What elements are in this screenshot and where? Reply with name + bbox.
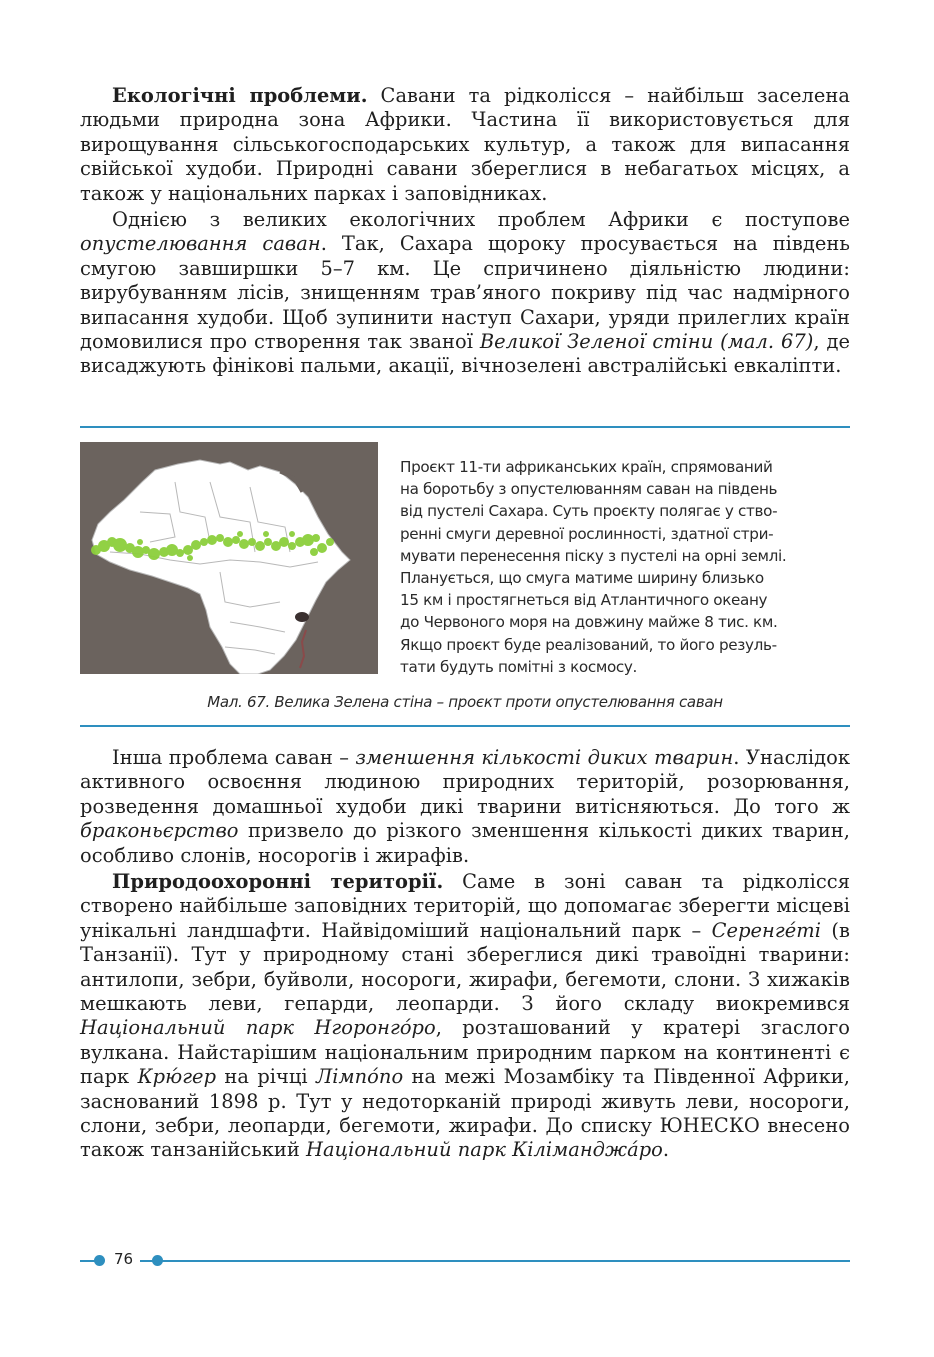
figure-description: Проєкт 11-ти африканських країн, спрямований на боротьбу з опустелюванням саван на південь від пустелі Сахара. Суть проєкту полягає у ство- ренні смуги деревної рослинності, здатної стри- мувати перенесення піску з пустелі на орні землі. Планується, що смуга матиме ширину близько 15 км і простягнеться від Атлантичного океану до Червоного моря на довжину майже 8 тис. км. Якщо проєкт буде реалізований, то його резуль- тати будуть помітні з космосу.	[400, 458, 787, 676]
term-serengeti: Серенге́ті	[711, 918, 821, 942]
paragraph-ecological-problems: Екологічні проблеми. Савани та рідколісся – найбільш заселена людьми природна зона Африки. Частина її використовується для вирощування сільськогосподарських культур, а також для випасання свійської худоби. Природні савани збереглися в небагатьох місцях, а також у національних парках і заповідниках.	[80, 84, 850, 205]
term-poaching: браконьєрство	[80, 819, 239, 843]
term-kruger: Крю́гер	[137, 1065, 217, 1089]
term-ngorongoro: Національний парк Нгоронго́ро	[80, 1016, 436, 1040]
page-number: 76	[114, 1250, 134, 1268]
figure-caption: Мал. 67. Велика Зелена стіна – проєкт проти опустелювання саван	[207, 693, 723, 711]
africa-map-icon	[80, 442, 378, 674]
footer-dot-icon	[94, 1255, 105, 1266]
figure-bottom-rule	[80, 725, 850, 727]
paragraph-wildlife-decline: Інша проблема саван – зменшення кількості диких тварин. Унаслідок активного освоєння людиною природних територій, розорювання, розведення домашньої худоби дикі тварини витісняються. До того ж браконьєрство призвело до різкого зменшення кількості диких тварин, особливо слонів, носорогів і жирафів.	[80, 746, 850, 867]
page-footer	[80, 1250, 850, 1272]
term-kilimanjaro: Національний парк Кіліманджа́ро	[306, 1138, 663, 1162]
term-desertification: опустелювання саван	[80, 232, 321, 256]
figure-top-rule	[80, 426, 850, 428]
africa-map-image	[80, 442, 378, 674]
paragraph-protected-areas: Природоохоронні території. Саме в зоні саван та рідколісся створено найбільше заповідних територій, що допомагає зберегти місцеві унікальні ландшафти. Найвідоміший національний парк – Серенге́ті (в Танзанії). Тут у природному стані збереглися дикі травоїдні тварини: антилопи, зебри, буйволи, носороги, жирафи, бегемоти, слони. З хижаків мешкають леви, гепарди, леопарди. З його складу виокремився Національний парк Нгоронго́ро, розташований у кратері згаслого вулкана. Найстарішим національним природним парком на континенті є парк Крю́гер на річці Лімпо́по на межі Мозамбіку та Південної Африки, заснований 1898 р. Тут у недоторканій природі живуть леви, носороги, слони, зебри, леопарди, бегемоти, жирафи. До списку ЮНЕСКО внесено також танзанійський Національний парк Кіліманджа́ро.	[80, 870, 850, 1162]
term-limpopo: Лімпо́по	[316, 1065, 404, 1089]
paragraph-desertification: Однією з великих екологічних проблем Африки є поступове опустелювання саван. Так, Сахара щороку просувається на південь смугою завширшки 5–7 км. Це спричинено діяльністю людини: вирубуванням лісів, знищенням трав’яного покриву під час надмірного випасання худоби. Щоб зупинити наступ Сахари, уряди прилеглих країн домовилися про створення так званої Великої Зеленої стіни (мал. 67), де висаджують фінікові пальми, акації, вічнозелені австралійські евкаліпти.	[80, 208, 850, 378]
section-heading: Екологічні проблеми.	[112, 84, 368, 107]
term-great-green-wall: Великої Зеленої стіни (мал. 67)	[479, 330, 814, 354]
term-wildlife-decline: зменшення кількості диких тварин	[355, 746, 734, 769]
section-heading: Природоохоронні території.	[112, 870, 444, 893]
footer-line-right	[140, 1260, 850, 1262]
